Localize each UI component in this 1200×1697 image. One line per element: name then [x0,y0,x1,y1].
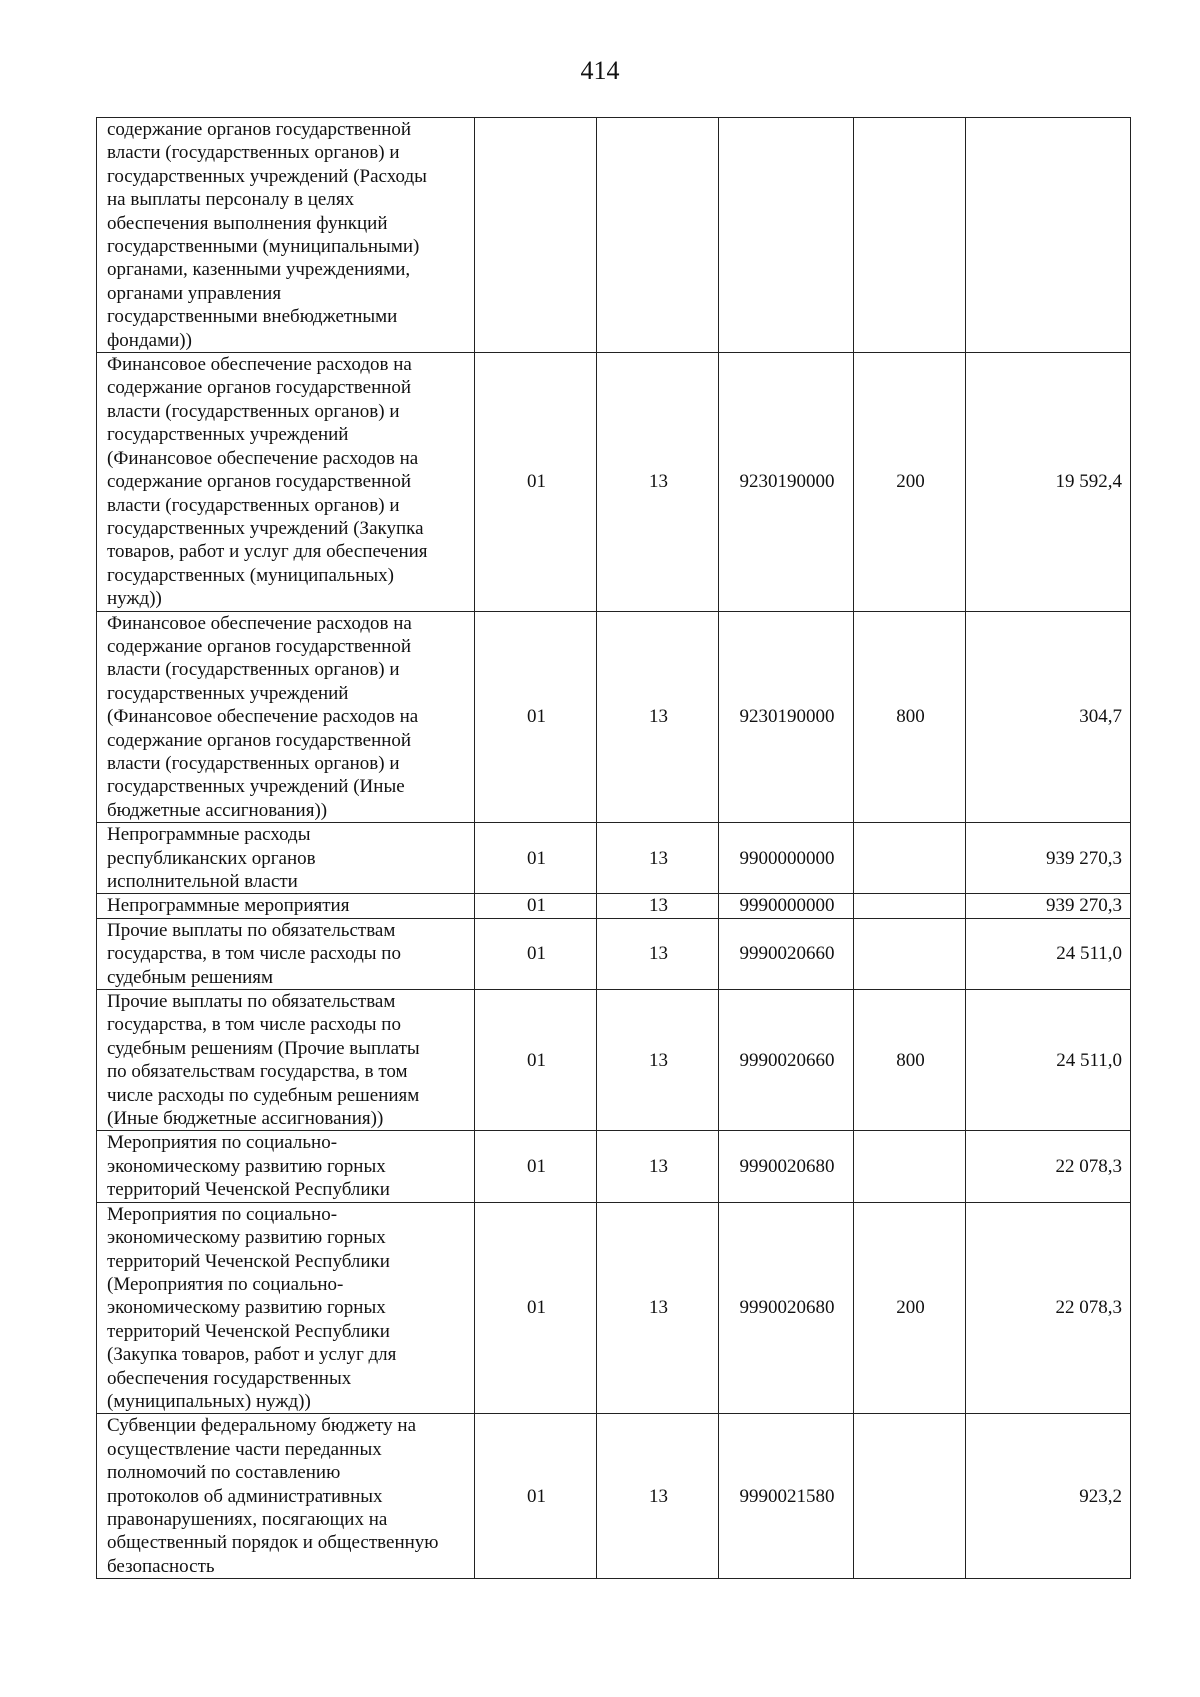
cell-amount: 22 078,3 [966,1131,1131,1202]
cell-amount: 19 592,4 [966,353,1131,611]
cell-target-article: 9990020660 [719,918,854,989]
table-row [97,1202,1131,1414]
cell-section: 01 [475,1202,597,1414]
cell-subsection [597,118,719,353]
cell-subsection: 13 [597,823,719,894]
cell-target-article: 9230190000 [719,353,854,611]
cell-expense-type [854,894,966,918]
table-row [97,990,1131,1131]
cell-section: 01 [475,611,597,823]
cell-target-article: 9990021580 [719,1414,854,1579]
cell-section: 01 [475,1131,597,1202]
cell-subsection: 13 [597,1414,719,1579]
cell-amount: 22 078,3 [966,1202,1131,1414]
cell-section: 01 [475,918,597,989]
cell-amount: 24 511,0 [966,918,1131,989]
cell-expense-type: 800 [854,990,966,1131]
cell-section: 01 [475,823,597,894]
cell-expense-type [854,823,966,894]
cell-subsection: 13 [597,918,719,989]
page-number: 414 [580,56,620,85]
cell-target-article: 9900000000 [719,823,854,894]
cell-subsection: 13 [597,990,719,1131]
cell-target-article: 9990000000 [719,894,854,918]
table-row [97,1414,1131,1579]
cell-name: Субвенции федеральному бюджету на осуществление части переданных полномочий по составлению протоколов об административных правонарушениях, посягающих на общественный порядок и общественную безопасность [97,1414,475,1579]
cell-target-article: 9990020680 [719,1131,854,1202]
cell-section: 01 [475,353,597,611]
cell-target-article: 9990020680 [719,1202,854,1414]
cell-amount: 923,2 [966,1414,1131,1579]
cell-name: Финансовое обеспечение расходов на содержание органов государственной власти (государственных органов) и государственных учреждений (Финансовое обеспечение расходов на содержание органов государственной власти (государственных органов) и государственных учреждений (Закупка товаров, работ и услуг для обеспечения государственных (муниципальных) нужд)) [97,353,475,611]
cell-amount: 304,7 [966,611,1131,823]
cell-expense-type: 200 [854,1202,966,1414]
cell-subsection: 13 [597,894,719,918]
cell-section: 01 [475,894,597,918]
cell-name: Прочие выплаты по обязательствам государства, в том числе расходы по судебным решениям (Прочие выплаты по обязательствам государства, в том числе расходы по судебным решениям (Иные бюджетные ассигнования)) [97,990,475,1131]
table-row [97,823,1131,894]
table-row [97,611,1131,823]
cell-expense-type: 800 [854,611,966,823]
cell-target-article: 9230190000 [719,611,854,823]
table-body [97,118,1131,1579]
cell-section [475,118,597,353]
table-row [97,118,1131,353]
table-row [97,894,1131,918]
cell-name: содержание органов государственной власти (государственных органов) и государственных учреждений (Расходы на выплаты персоналу в целях обеспечения выполнения функций государственными (муниципальными) органами, казенными учреждениями, органами управления государственными внебюджетными фондами)) [97,118,475,353]
cell-target-article [719,118,854,353]
cell-name: Непрограммные расходы республиканских органов исполнительной власти [97,823,475,894]
budget-table [96,117,1131,1579]
table-row [97,918,1131,989]
cell-name: Мероприятия по социально- экономическому развитию горных территорий Чеченской Республики (Мероприятия по социально- экономическому развитию горных территорий Чеченской Республики (Закупка товаров, работ и услуг для обеспечения государственных (муниципальных) нужд)) [97,1202,475,1414]
cell-subsection: 13 [597,1131,719,1202]
cell-amount [966,118,1131,353]
cell-target-article: 9990020660 [719,990,854,1131]
cell-section: 01 [475,1414,597,1579]
cell-expense-type [854,118,966,353]
cell-expense-type [854,918,966,989]
cell-name: Прочие выплаты по обязательствам государства, в том числе расходы по судебным решениям [97,918,475,989]
cell-subsection: 13 [597,1202,719,1414]
cell-amount: 939 270,3 [966,823,1131,894]
cell-amount: 24 511,0 [966,990,1131,1131]
table-row [97,353,1131,611]
cell-subsection: 13 [597,611,719,823]
cell-amount: 939 270,3 [966,894,1131,918]
cell-expense-type: 200 [854,353,966,611]
cell-name: Мероприятия по социально- экономическому развитию горных территорий Чеченской Республики [97,1131,475,1202]
cell-subsection: 13 [597,353,719,611]
cell-expense-type [854,1131,966,1202]
cell-name: Непрограммные мероприятия [97,894,475,918]
cell-expense-type [854,1414,966,1579]
cell-name: Финансовое обеспечение расходов на содержание органов государственной власти (государственных органов) и государственных учреждений (Финансовое обеспечение расходов на содержание органов государственной власти (государственных органов) и государственных учреждений (Иные бюджетные ассигнования)) [97,611,475,823]
cell-section: 01 [475,990,597,1131]
table-row [97,1131,1131,1202]
